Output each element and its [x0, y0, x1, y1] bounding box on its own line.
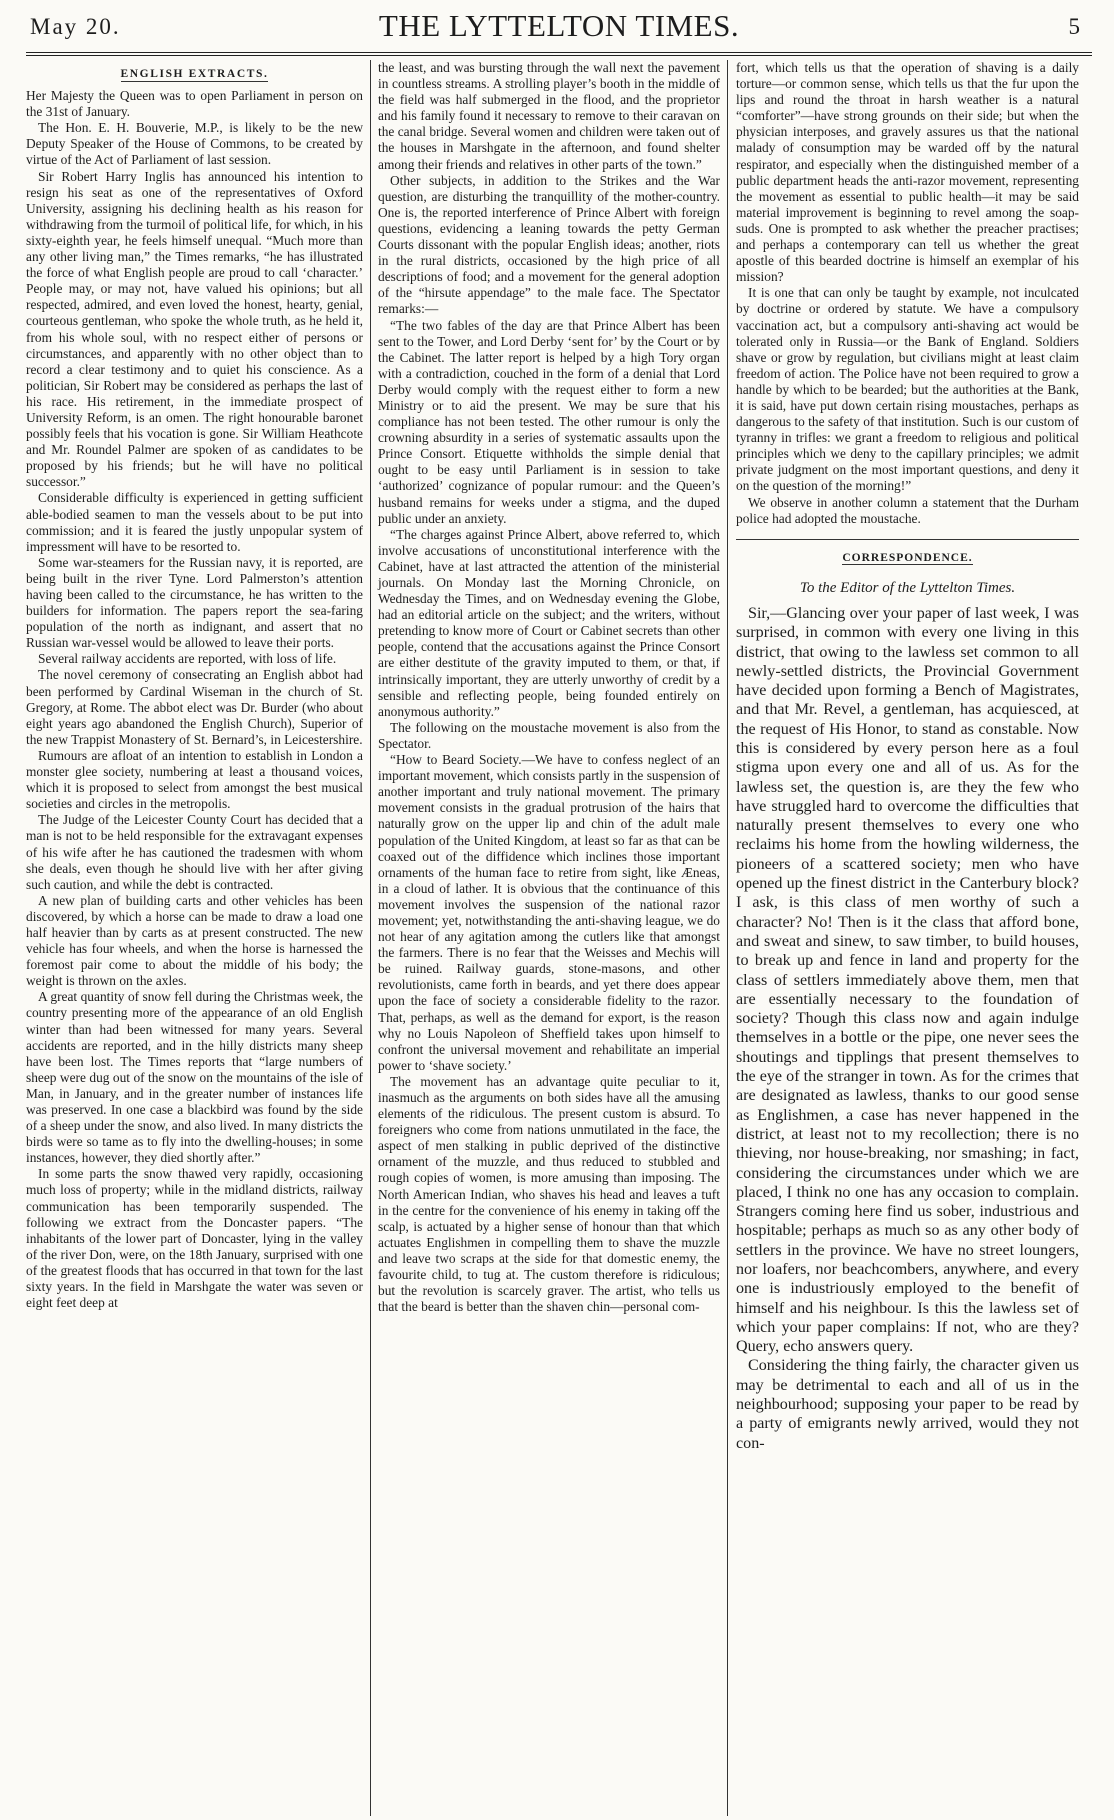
paragraph: We observe in another column a statement that the Durham police had adopted the moustache. — [736, 494, 1079, 526]
quoted-paragraph: “How to Beard Society.—We have to confess neglect of an important movement, which consists partly in the suspension of another important and truly national movement. The primary movement consists in the gradual protrusion of the hairs that naturally grow on the upper lip and chin of the adult male population of the United Kingdom, at least so far as that can be coaxed out of the diffidence which inclines those important ornaments of the human face to retire from sight, like Æneas, in a cloud of lather. It is obvious that the continuance of this movement involves the suspension of the national razor movement; yet, notwithstanding the anti-shaving league, we do not hear of any agitation among the cutlers like that amongst the farmers. There is no fear that the Weisses and Mechis will be ruined. Railway guards, stone-masons, and other revolutionists, came forth in beards, and yet there does appear upon the face of society a considerable fidelity to the razor. That, perhaps, as well as the demand for export, is the reason why no Louis Napoleon of Sheffield takes upon himself to confront the universal movement and rehabilitate an imperial power to ‘shave society.’ — [378, 752, 720, 1073]
section-heading-correspondence: CORRESPONDENCE. — [842, 551, 973, 564]
column-2 — [370, 60, 727, 1816]
paragraph: Considerable difficulty is experienced in getting sufficient able-bodied seamen to man the vessels about to be put into commission; and it is feared the justly unpopular system of impressment will have to be resorted to. — [26, 490, 363, 554]
paragraph: Some war-steamers for the Russian navy, it is reported, are being built in the river Tyne. Lord Palmerston’s attention having been called to the circumstance, he has written to the builders for information. The papers report the sea-faring population of the north as indignant, and assert that no Russian war-vessel would be allowed to leave their ports. — [26, 554, 363, 651]
paragraph: Her Majesty the Queen was to open Parliament in person on the 31st of January. — [26, 88, 363, 120]
issue-date: May 20. — [30, 14, 121, 39]
letter-salutation-line: To the Editor of the Lyttelton Times. — [799, 579, 1016, 596]
paragraph: Rumours are afloat of an intention to establish in London a monster glee society, numbering at least a thousand voices, which it is proposed to select from amongst the best musical societies and circles in the metropolis. — [26, 747, 363, 812]
newspaper-title: THE LYTTELTON TIMES. — [378, 8, 740, 43]
quoted-paragraph: “The two fables of the day are that Prince Albert has been sent to the Tower, and Lord Derby ‘sent for’ by the Court or by the Cabinet. The latter report is helped by a high Tory organ with a contradiction, couched in the form of a denial that Lord Derby would comply with the request either to form a new Ministry or to aid the present. We may be sure that his compliance has not been tested. The other rumour is only the crowning absurdity in a series of systematic assaults upon the Prince Consort. Etiquette withholds the simple denial that ought to be easy until Parliament is in session to take ‘authorized’ cognizance of popular rumour: and the Queen’s husband remains for weeks under a stigma, and the duped public under an anxiety. — [378, 317, 720, 526]
letter-paragraph: Sir,—Glancing over your paper of last week, I was surprised, in common with every one living in this district, that owing to the lawless set common to all newly-settled districts, the Provincial Government have decided upon forming a Bench of Magistrates, and that Mr. Revel, a gentleman, has acquiesced, at the request of His Honor, to stand as constable. Now this is considered by every person here as a foul stigma upon every one and all of us. As for the lawless set, the question is, are they the few who have struggled hard to overcome the difficulties that naturally present themselves to every one who reclaims his home from the howling wilderness, the pioneers of a scattered society; men who have opened up the finest district in the Canterbury block? I ask, is this class of men worthy of such a character? No! Then is it the class that afford bone, and sweat and sinew, to saw timber, to build houses, to break up and fence in land and property for the class of settlers immediately above them, men that are essentially necessary to the foundation of society? Though this class now and again indulge themselves in a bottle or the pipe, one never sees the shoutings and tipplings that present themselves to the eye of the stranger in town. As for the crimes that are designated as lawless, thanks to our good sense as Englishmen, a case has never happened in the district, at least not to my recollection; there is no thieving, nor house-breaking, nor smashing; in fact, considering the circumstances under which we are placed, I think no one has any occasion to complain. Strangers coming here find us sober, industrious and hospitable; perhaps as much so as any other body of settlers in the province. We have no street loungers, nor loafers, nor beachcombers, anywhere, and every one is industriously employed to the benefit of himself and his neighbour. Is this the lawless set of which your paper complains: If not, who are they? Query, echo answers query. — [736, 604, 1079, 1356]
letter-paragraph: Considering the thing fairly, the character given us may be detrimental to each and all of us in the neighbourhood; supposing your paper to be read by a party of emigrants newly arrived, would they not con- — [736, 1357, 1079, 1452]
paragraph: Several railway accidents are reported, with loss of life. — [38, 651, 337, 667]
paragraph: Sir Robert Harry Inglis has announced his intention to resign his seat as one of the representatives of Oxford University, assigning his declining health as his reason for withdrawing from the turmoil of political life, for which, in his sixty-eighth year, he feels himself unequal. “Much more than any other living man,” the Times remarks, “he has illustrated the force of what English people are proud to call ‘character.’ People may, or may not, have valued his opinions; but all respected, admired, and even loved the honest, hearty, genial, courteous gentleman, who spoke the whole truth, as he held it, from his whole soul, with no respect either of persons or circumstances, and apparently with no other object than to record a clear testimony and to quiet his conscience. As a politician, Sir Robert may be considered as perhaps the last of his race. His retirement, in the immediate prospect of University Reform, is an omen. The right honourable baronet possibly feels that his vocation is gone. Sir William Heathcote and Mr. Roundel Palmer are spoken of as candidates to be proposed by his friends; but he will have no political successor.” — [26, 168, 363, 490]
paragraph: Other subjects, in addition to the Strikes and the War question, are disturbing the tranquillity of the mother-country. One is, the reported interference of Prince Albert with foreign questions, evidencing a leaning towards the petty German Courts dissonant with the popular English ideas; another, riots in the rural districts, occasioned by the high price of all descriptions of food; and a movement for the general adoption of the “hirsute appendage” to the male face. The Spectator remarks:— — [378, 172, 720, 317]
paragraph: In some parts the snow thawed very rapidly, occasioning much loss of property; while in the midland districts, railway communication has been temporarily suspended. The following we extract from the Doncaster papers. “The inhabitants of the lower part of Doncaster, lying in the valley of the river Don, were, on the 18th January, surprised with one of the greatest floods that has occurred in that town for the last sixty years. In the field in Marshgate the water was seven or eight feet deep at — [26, 1166, 363, 1311]
paragraph: The following on the moustache movement is also from the Spectator. — [378, 719, 720, 751]
section-divider — [736, 539, 1079, 540]
paragraph: A great quantity of snow fell during the Christmas week, the country presenting more of the appearance of an old English winter than had been witnessed for many years. Several accidents are reported, and in the hilly districts many sheep have been lost. The Times reports that “large numbers of sheep were dug out of the snow on the mountains of the isle of Man, in January, and in the greater number of instances life was preserved. In one case a blackbird was found by the side of a sheep under the snow, and also lived. In many districts the birds were so tame as to fly into the dwelling-houses; in some instances, however, they died shortly after.” — [26, 989, 363, 1166]
paragraph: It is one that can only be taught by example, not inculcated by doctrine or ordered by statute. We have a compulsory vaccination act, but a compulsory anti-shaving act would be tolerated only in Russia—or the Bank of England. Soldiers shave or grow by regulation, but civilians might at least claim freedom of action. The Police have not been required to grow a handle by which to be bearded; but the authorities at the Bank, it is said, have put down certain rising moustaches, perhaps as dangerous to the safety of that institution. Such is our custom of tyranny in trifles: we grant a freedom to religious and political principles which we deny to the capillary principles; we admit private judgment on the most important questions, and deny it on the question of the morning!” — [736, 285, 1079, 494]
paragraph: A new plan of building carts and other vehicles has been discovered, by which a horse can be made to draw a load one half heavier than by carts as at present constructed. The new vehicle has four wheels, and when the horse is harnessed the foremost pair come to about the middle of his body; the weight is thrown on the axles. — [26, 892, 363, 989]
quoted-paragraph: “The charges against Prince Albert, above referred to, which involve accusations of unconstitutional interference with the Cabinet, have at last attracted the attention of the ministerial journals. On Monday last the Morning Chronicle, on Wednesday the Times, and on Wednesday evening the Globe, had an editorial article on the subject; and the writers, without pretending to know more of Court or Cabinet secrets than other people, contend that the accusations against the Prince Consort are either destitute of the gravity imputed to them, or that, if intrinsically important, they are utterly unworthy of credit by a sensible and reflecting people, being founded entirely on anonymous authority.” — [378, 526, 720, 719]
masthead-rule — [26, 52, 1092, 56]
column-3 — [727, 60, 1079, 1816]
columns — [26, 60, 1092, 1816]
paragraph: The novel ceremony of consecrating an English abbot had been performed by Cardinal Wiseman in the church of St. Gregory, at Rome. The abbot elect was Dr. Burder (who about eight years ago abandoned the English Church), Superior of the new Trappist Monastery of St. Bernard’s, in Leicestershire. — [26, 667, 363, 747]
section-heading-english-extracts: ENGLISH EXTRACTS. — [120, 68, 269, 80]
page-number: 5 — [1068, 14, 1080, 39]
paragraph: the least, and was bursting through the wall next the pavement in countless streams. A strolling player’s booth in the middle of the field was half submerged in the flood, and the proprietor and his family found it necessary to remove to their caravan on the canal bridge. Several women and children were taken out of the houses in Marshgate in the afternoon, and found shelter among their friends and relatives in other parts of the town.” — [378, 60, 720, 172]
paragraph: fort, which tells us that the operation of shaving is a daily torture—or common sense, which tells us that the fur upon the lips and round the throat in harsh weather is a natural “comforter”—have strong grounds on their side; but when the physician interposes, and gravely assures us that the national malady of consumption may be warded off by the natural respirator, and especially when the distinguished member of a public department heads the anti-razor movement, representing the movement as essential to public health—it may be said material improvement is beginning to revel among the soap-suds. One is prompted to ask whether the preacher practises; and perhaps a contemporary can tell us whether the great apostle of this bearded doctrine is himself an exemplar of his mission? — [736, 60, 1079, 285]
paragraph: The Hon. E. H. Bouverie, M.P., is likely to be the new Deputy Speaker of the House of Commons, to be created by virtue of the Act of Parliament of last session. — [26, 120, 363, 168]
column-1 — [26, 60, 370, 1816]
paragraph: The Judge of the Leicester County Court has decided that a man is not to be held responsible for the extravagant expenses of his wife after he has cautioned the tradesmen with whom she deals, even though he should live with her after giving such caution, and while the debt is contracted. — [26, 812, 363, 892]
masthead — [26, 8, 1092, 42]
paragraph: The movement has an advantage quite peculiar to it, inasmuch as the arguments on both sides have all the amusing elements of the ridiculous. The present custom is absurd. To foreigners who come from nations unmutilated in the face, the aspect of men stalking in public deprived of the distinctive ornament of the muzzle, and thus reduced to stubbled and rough copies of women, is more amusing than imposing. The North American Indian, who shaves his head and leaves a tuft in the centre for the convenience of his enemy in taking off the scalp, is actuated by a higher sense of honour than that which actuates Englishmen in compelling them to shave the muzzle and leave two scraps at the side for that domestic enemy, the favourite child, to tug at. The custom therefore is ridiculous; but the revolution is scarcely graver. The artist, who tells us that the beard is better than the shaven chin—personal com- — [378, 1073, 720, 1315]
